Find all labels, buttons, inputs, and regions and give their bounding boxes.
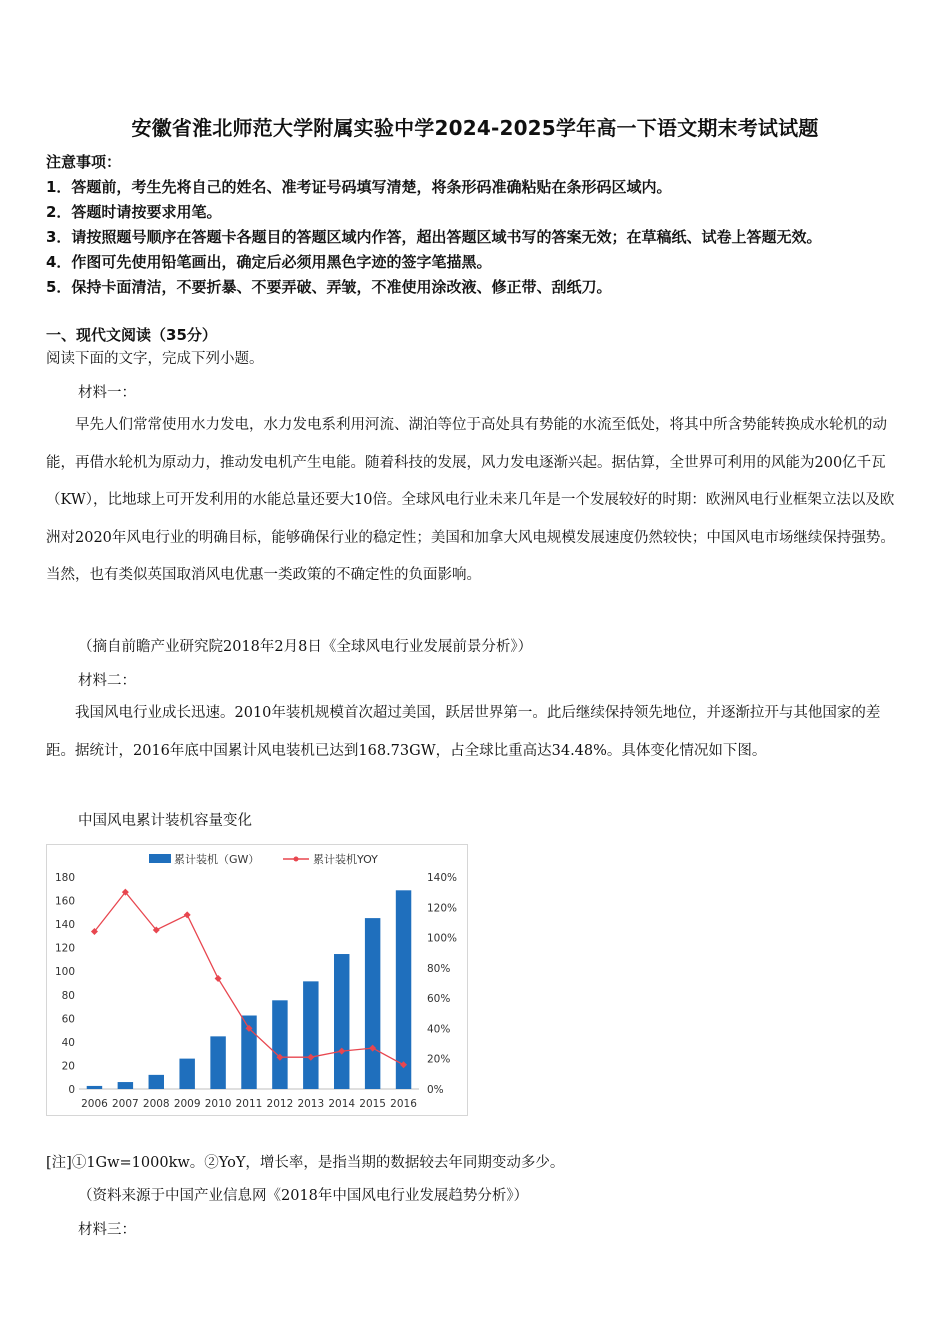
material1-source: （摘自前瞻产业研究院2018年2月8日《全球风电行业发展前景分析》） [78,639,533,655]
bar-2014 [334,954,349,1089]
x-tick-label: 2015 [359,1098,387,1110]
y2-tick-label: 120% [427,902,458,915]
page-title: 安徽省淮北师范大学附属实验中学2024-2025学年高一下语文期末考试试题 [131,116,819,140]
y2-tick-label: 60% [427,993,451,1006]
legend-bar-swatch [149,854,171,863]
notice-item: 2．答题时请按要求用笔。 [46,203,222,221]
section-instruction: 阅读下面的文字，完成下列小题。 [46,351,264,367]
bar-2012 [272,1000,287,1089]
x-tick-label: 2013 [297,1098,325,1110]
notice-item: 4．作图可先使用铅笔画出，确定后必须用黑色字迹的签字笔描黑。 [46,253,492,271]
y-tick-label: 60 [61,1013,75,1026]
wind-power-chart [46,844,468,1116]
chart-x-axis-labels [81,1098,417,1110]
material2-text: 我国风电行业成长迅速。2010年装机规模首次超过美国，跃居世界第一。此后继续保持领先地位，并逐渐拉开与其他国家的差距。据统计，2016年底中国累计风电装机已达到168.73GW，占全球比重高达34.48%。具体变化情况如下图。 [46,705,881,759]
material1-text: 早先人们常常使用水力发电，水力发电系利用河流、湖泊等位于高处具有势能的水流至低处，将其中所含势能转换成水轮机的动能，再借水轮机为原动力，推动发电机产生电能。随着科技的发展，风力发电逐渐兴起。据估算，全世界可利用的风能为200亿千瓦（KW），比地球上可开发利用的水能总量还要大10倍。全球风电行业未来几年是一个发展较好的时期：欧洲风电行业框架立法以及欧洲对2020年风电行业的明确目标，能够确保行业的稳定性；美国和加拿大风电规模发展速度仍然较快；中国风电市场继续保持强势。当然，也有类似英国取消风电优惠一类政策的不确定性的负面影响。 [46,417,895,583]
chart-y-axis-labels [55,872,75,1096]
chart-legend [149,852,378,866]
chart-y2-axis-labels [427,872,457,1096]
y-tick-label: 180 [54,872,75,884]
y2-tick-label: 80% [427,962,451,975]
chart-note: [注]①1Gw=1000kw。②YoY，增长率，是指当期的数据较去年同期变动多少。 [46,1155,565,1171]
bar-2006 [87,1086,102,1089]
x-tick-label: 2009 [173,1098,201,1110]
legend-bar-label: 累计装机（GW） [174,853,260,866]
notice-heading: 注意事项： [46,153,122,171]
chart-bars [87,890,412,1089]
y-tick-label: 140 [54,919,75,932]
notice-block [46,150,916,300]
x-tick-label: 2012 [266,1098,294,1110]
y-tick-label: 40 [61,1036,75,1049]
yoy-point-2009 [184,911,191,918]
y-tick-label: 100 [54,966,75,979]
notice-item: 5．保持卡面清洁，不要折暴、不要弄破、弄皱，不准使用涂改液、修正带、刮纸刀。 [46,278,612,296]
y2-tick-label: 40% [427,1023,451,1036]
y-tick-label: 120 [54,942,75,955]
yoy-point-2010 [215,975,222,982]
legend-line-marker [294,857,299,862]
y2-tick-label: 20% [427,1053,451,1066]
chart-canvas [47,845,467,1115]
bar-2015 [365,918,380,1089]
y2-tick-label: 0% [427,1084,444,1096]
bar-2010 [210,1036,225,1089]
notice-item: 3．请按照题号顺序在答题卡各题目的答题区域内作答，超出答题区域书写的答案无效；在草稿纸、试卷上答题无效。 [46,228,822,246]
bar-2009 [179,1059,194,1089]
material2-source: （资料来源于中国产业信息网《2018年中国风电行业发展趋势分析》） [78,1188,529,1204]
bar-2016 [396,890,411,1089]
legend-line-label: 累计装机YOY [313,853,378,866]
x-tick-label: 2008 [142,1098,170,1110]
material3-label: 材料三： [78,1222,136,1238]
material2-label: 材料二： [78,673,136,689]
x-tick-label: 2016 [390,1098,417,1110]
chart-caption: 中国风电累计装机容量变化 [78,813,252,829]
x-tick-label: 2014 [328,1098,356,1110]
x-tick-label: 2007 [111,1098,139,1110]
x-tick-label: 2010 [204,1098,232,1110]
y2-tick-label: 140% [427,872,458,884]
notice-item: 1．答题前，考生先将自己的姓名、准考证号码填写清楚，将条形码准确粘贴在条形码区域内。 [46,178,672,196]
section-heading: 一、现代文阅读（35分） [46,326,217,344]
y2-tick-label: 100% [427,932,458,945]
bar-2013 [303,981,318,1089]
y-tick-label: 0 [68,1084,75,1096]
bar-2008 [149,1075,164,1089]
y-tick-label: 20 [61,1060,75,1073]
x-tick-label: 2011 [235,1098,263,1110]
bar-2007 [118,1082,133,1089]
y-tick-label: 80 [61,989,75,1002]
material1-label: 材料一： [78,385,136,401]
x-tick-label: 2006 [81,1098,108,1110]
y-tick-label: 160 [54,895,75,908]
